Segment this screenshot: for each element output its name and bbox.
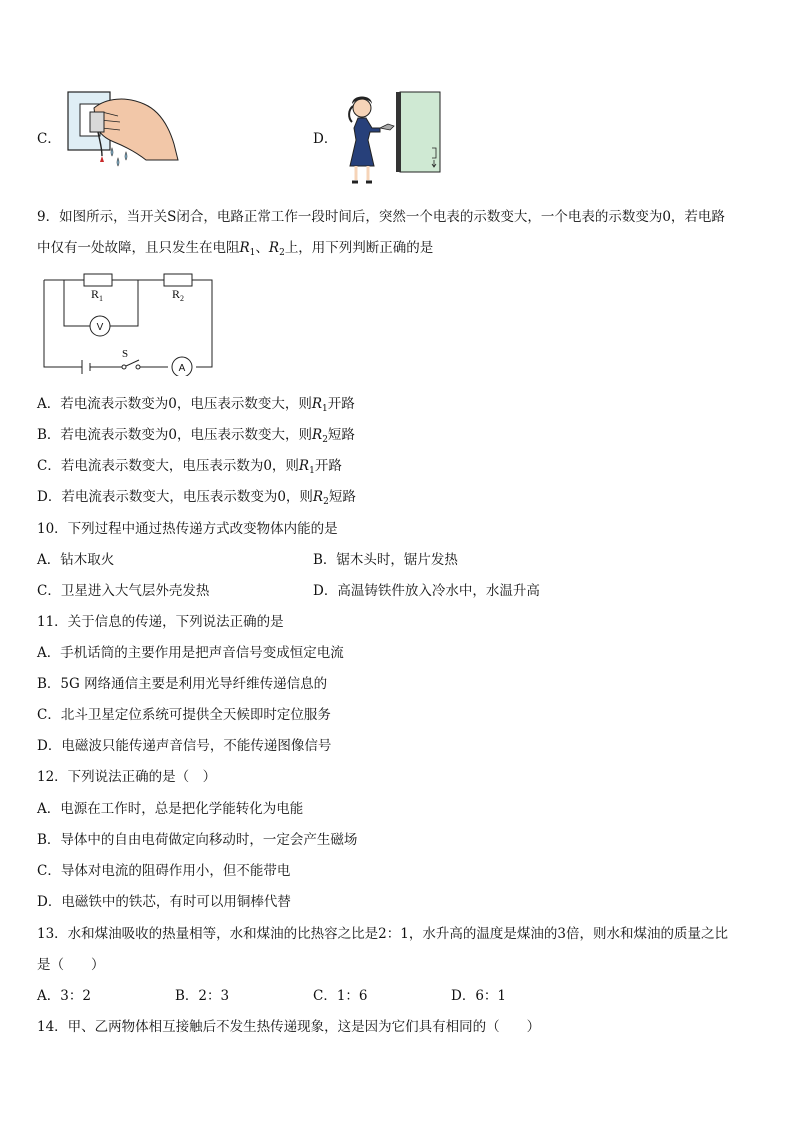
q12-stem: 12．下列说法正确的是（ ）: [37, 769, 217, 785]
q11-option-d: D．电磁波只能传递声音信号，不能传递图像信号: [37, 738, 332, 754]
q10-option-b: B．锯木头时，锯片发热: [313, 552, 458, 568]
q10-stem: 10．下列过程中通过热传递方式改变物体内能的是: [37, 521, 338, 537]
q8-option-c-figure: [66, 90, 180, 170]
q10-option-c: C．卫星进入大气层外壳发热: [37, 583, 210, 599]
q9-option-a: A．若电流表示数变为0，电压表示数变大，则$R_1$开路: [37, 396, 355, 414]
q12-option-d: D．电磁铁中的铁芯，有时可以用铜棒代替: [37, 894, 291, 910]
resistor-r2: [164, 274, 192, 286]
q13-option-c: C．1：6: [313, 988, 368, 1004]
q11-option-b: B．5G 网络通信主要是利用光导纤维传递信息的: [37, 676, 328, 692]
r1-label: R: [91, 287, 100, 301]
q8-option-c-label: C．: [37, 131, 61, 147]
q9-circuit-diagram: [38, 268, 218, 376]
svg-text:R1: $R_1$: [91, 287, 104, 303]
voltmeter-label: V: [96, 322, 104, 333]
q13-option-a: A．3：2: [37, 988, 91, 1004]
q12-option-a: A．电源在工作时，总是把化学能转化为电能: [37, 801, 304, 817]
q9-option-d: D．若电流表示数变大，电压表示数变为0，则$R_2$短路: [37, 489, 356, 507]
q13-stem-line2: 是（ ）: [37, 957, 105, 973]
q13-option-b: B．2：3: [175, 988, 230, 1004]
q11-option-a: A．手机话筒的主要作用是把声音信号变成恒定电流: [37, 645, 344, 661]
q13-option-d: D．6：1: [451, 988, 507, 1004]
svg-text:R2: $R_2$: [172, 287, 185, 303]
r2-label: R: [172, 287, 181, 301]
ammeter-label: A: [178, 363, 186, 374]
q11-stem: 11．关于信息的传递，下列说法正确的是: [37, 614, 284, 630]
q9-option-c: C．若电流表示数变大，电压表示数为0，则$R_1$开路: [37, 458, 342, 476]
switch-label: S: [122, 348, 129, 360]
q12-option-c: C．导体对电流的阻碍作用小，但不能带电: [37, 863, 291, 879]
q9-option-b: B．若电流表示数变为0，电压表示数变大，则$R_2$短路: [37, 427, 355, 445]
q8-option-d-figure: [344, 88, 444, 188]
q12-option-b: B．导体中的自由电荷做定向移动时，一定会产生磁场: [37, 832, 358, 848]
q13-stem-line1: 13．水和煤油吸收的热量相等，水和煤油的比热容之比是2：1，水升高的温度是煤油的3倍，则水和煤油的质量之比: [37, 926, 728, 942]
q9-stem-line1: 9．如图所示，当开关S闭合，电路正常工作一段时间后，突然一个电表的示数变大，一个电表的示数变为0，若电路: [37, 209, 725, 225]
q14-stem: 14．甲、乙两物体相互接触后不发生热传递现象，这是因为它们具有相同的（ ）: [37, 1019, 541, 1035]
q9-stem-line2: 中仅有一处故障，且只发生在电阻$R_1$、$R_2$上，用下列判断正确的是: [37, 240, 434, 258]
q10-option-a: A．钻木取火: [37, 552, 115, 568]
q10-option-d: D．高温铸铁件放入冷水中，水温升高: [313, 583, 540, 599]
q11-option-c: C．北斗卫星定位系统可提供全天候即时定位服务: [37, 707, 331, 723]
q8-option-d-label: D．: [313, 131, 338, 147]
resistor-r1: [84, 274, 112, 286]
